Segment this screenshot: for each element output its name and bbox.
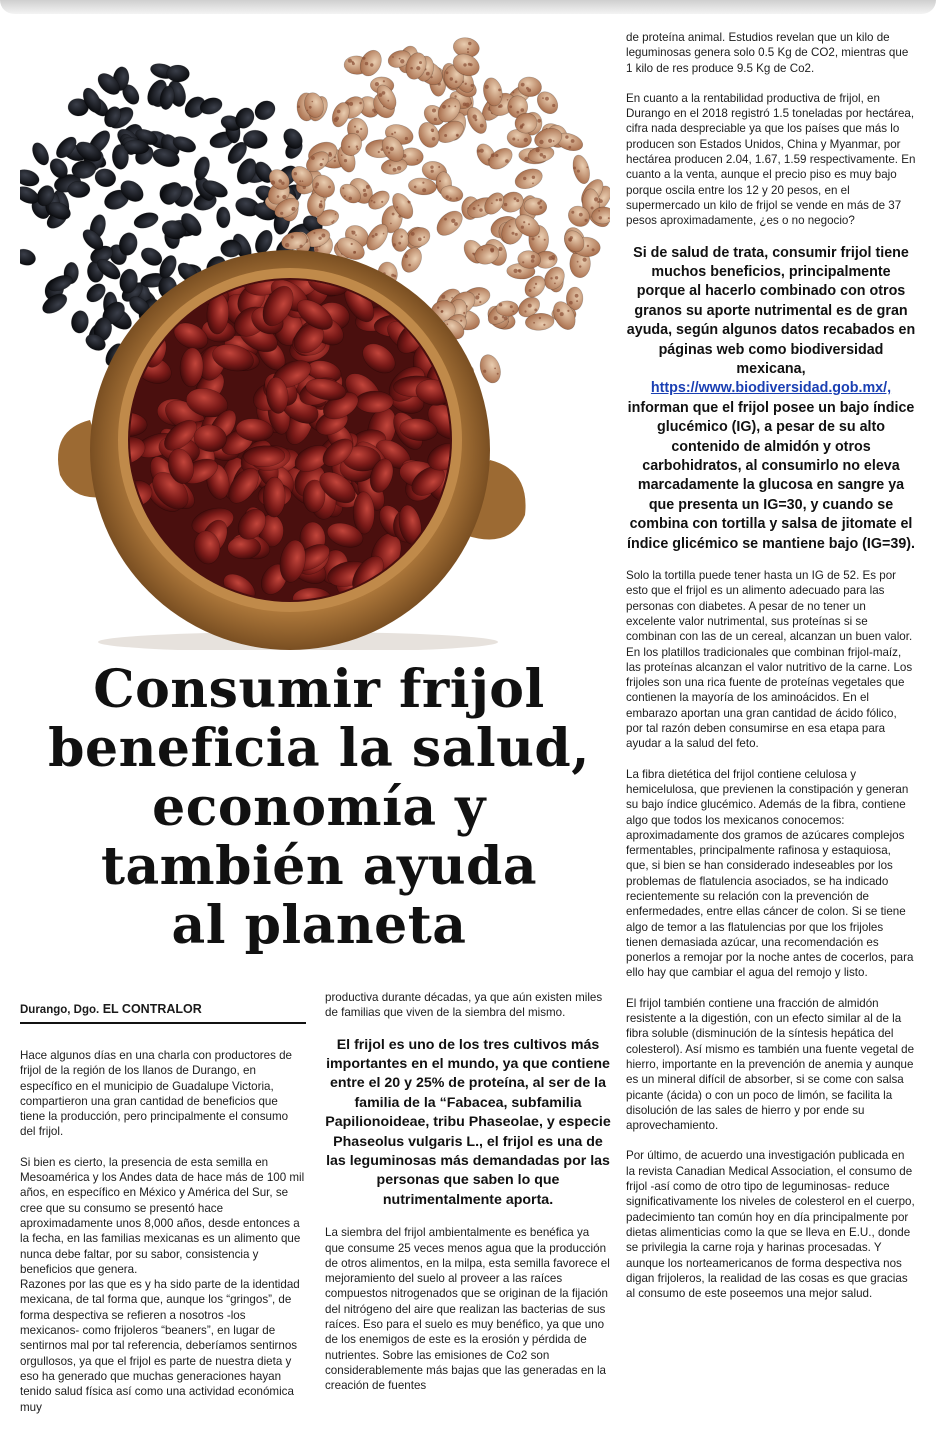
paragraph: Razones por las que es y ha sido parte de la identidad mexicana, de tal forma que, aunque los “gringos”, de forma despectiva se refieren a nosotros -los mexicanos- como frijoleros “beaners”, en lugar de sentirnos mal por tal referencia, deberíamos sentirnos orgullosos, ya que el frijol es parte de nuestra dieta y eso ha generado que muchas generaciones hayan tenido salud física así como una actividad económica muy [20, 1278, 300, 1414]
paragraph: Por último, de acuerdo una investigación publicada en la revista Canadian Medical Association, el consumo de frijol -así como de otro tipo de leguminosas- reduce significativamente los niveles de colesterol en el cuerpo, padecimiento tan común hoy en día principalmente por dietas alimenticias como la que se lleva en E.U., donde se privilegia la carne roja y harinas procesadas. Y aunque los norteamericanos de forma despectiva nos digan frijoleros, la realidad de las cosas es que gracias al consumo de este poseemos una mejor salud. [626, 1149, 915, 1301]
byline [20, 1002, 306, 1024]
headline-line: también ayuda [100, 836, 538, 897]
byline-place: Durango, Dgo. [20, 1004, 100, 1016]
headline-line: economía y [152, 777, 486, 838]
paragraph: de proteína animal. Estudios revelan que un kilo de leguminosas genera solo 0.5 Kg de CO2, mientras que 1 kilo de res produce 9.5 Kg de Co2. [626, 31, 909, 75]
paragraph: Solo la tortilla puede tener hasta un IG de 52. Es por esto que el frijol es un alimento adecuado para las personas con diabetes. A pesar de no tener un excelente valor nutrimental, sus proteínas si se combinan con las de un cereal, alcanzan un buen valor. En los platillos tradicionales que combinan frijol-maíz, las proteínas alcanzan el valor nutritivo de la carne. Los frijoles son una rica fuente de proteínas vegetales que contienen la mayoría de los aminoácidos. En el embarazo aportan una gran cantidad de ácido fólico, por tal razón deben consumirse en esa etapa para ayudar a la salud del feto. [626, 569, 913, 751]
paragraph: En cuanto a la rentabilidad productiva de frijol, en Durango en el 2018 registró 1.5 toneladas por hectárea, cifra nada despreciable ya que los países que más lo producen son Estados Unidos, China y Myanmar, por hectárea producen 2.04, 1.67, 1.59 respectivamente. En cuanto a la venta, aunque el precio piso es muy bajo porque oscila entre los 12 y 20 pesos, en el supermercado un kilo de frijol se vende en más de 37 pesos aproximadamente, ¿es o no negocio? [626, 91, 916, 228]
top-bar [0, 0, 936, 14]
headline-line: Consumir frijol [93, 659, 545, 720]
column-2 [325, 990, 611, 1409]
beans-photo [20, 30, 610, 650]
paragraph: Hace algunos días en una charla con productores de frijol de la región de los llanos de Durango, en específico en el municipio de Guadalupe Victoria, compartieron una gran cantidad de beneficios que tiene la producción, pero principalmente el consumo del frijol. [20, 1049, 292, 1139]
paragraph: productiva durante décadas, ya que aún existen miles de familias que viven de la siembra del mismo. [325, 991, 603, 1020]
pull-quote-text: Si de salud de trata, consumir frijol tiene muchos beneficios, principalmente porque al hacerlo combinado con otros granos su aporte nutrimental es de gran ayuda, según algunos datos recabados en páginas web como biodiversidad mexicana, [626, 244, 916, 377]
column-3 [626, 30, 916, 1316]
paragraph: La fibra dietética del frijol contiene celulosa y hemicelulosa, que previenen la constipación y generan su bajo índice glucémico. Además de la fibra, contiene algo que todos los mexicanos conocemos: aproximadamente dos gramos de azúcares complejos fermentables, principalmente rafinosa y estaquiosa, que, si bien se han considerado indeseables por los problemas de flatulencia asociados, se ha indicado recientemente su relación con la prevención de enfermedades, entre ellas cáncer de colon. Si se tiene algo de temor a las flatulencias por que los frijoles tienen demasiada azúcar, una recomendación es ponerlos a remojar por la noche antes de cocerlos, para ello hay que cambiar el agua del remojo y listo. [626, 767, 914, 980]
paragraph: El frijol también contiene una fracción de almidón resistente a la digestión, con un efecto similar al de la fibra soluble (disminución de la síntesis hepática del colesterol). Así mismo es también una fuente vegetal de hierro, importante en la prevención de anemia y aunque es un mineral difícil de absorber, si se come con salsa picante (ácida) o con un poco de limón, se facilita la disolución de las sales de hierro y por ende su aprovechamiento. [626, 996, 915, 1133]
byline-outlet: EL CONTRALOR [102, 1002, 202, 1016]
headline [20, 660, 618, 955]
biodiversidad-link[interactable]: https://www.biodiversidad.gob.mx/, [650, 380, 892, 397]
column-1 [20, 1048, 306, 1430]
headline-line: al planeta [171, 895, 467, 956]
paragraph: Si bien es cierto, la presencia de esta semilla en Mesoamérica y los Andes data de hace más de 100 mil años, en específico en México y América del Sur, se cree que su consumo se presentó hace aproximadamente unos 8,000 años, desde entonces a la fecha, en las familias mexicanas es un alimento que nunca debe faltar, por su sabor, consistencia y beneficios que genera. [20, 1155, 305, 1276]
pull-quote [626, 244, 916, 555]
pull-quote-text: informan que el frijol posee un bajo índice glucémico (IG), a pesar de su alto contenido de almidón y otros carbohidratos, al consumirlo no eleva marcadamente la glucosa en sangre ya que presenta un IG=30, y cuando se combina con tortilla y salsa de jitomate el índice glicémico se mantiene bajo (IG=39). [626, 399, 916, 552]
headline-line: beneficia la salud, [48, 718, 590, 779]
paragraph: La siembra del frijol ambientalmente es benéfica ya que consume 25 veces menos agua que la producción de otros alimentos, en la milpa, esta semilla favorece el mejoramiento del suelo al proveer a las raíces compuestos nitrogenados que se originan de la fijación del nitrógeno del aire que realizan las bacterias de sus raíces. Eso para el suelo es muy benéfico, ya que uno de los enemigos de este es la erosión y pérdida de nutrientes. Sobre las emisiones de Co2 son considerablemente más bajas que las generadas en la creación de fuentes [325, 1226, 610, 1393]
pull-quote: El frijol es uno de los tres cultivos más importantes en el mundo, ya que contiene entre el 20 y 25% de proteína, al ser de la familia de la “Fabacea, subfamilia Papilionoideae, tribu Phaseolae, y especie Phaseolus vulgaris L., el frijol es una de las leguminosas más demandadas por las personas que saben lo que nutrimentalmente aporta. [325, 1036, 611, 1208]
